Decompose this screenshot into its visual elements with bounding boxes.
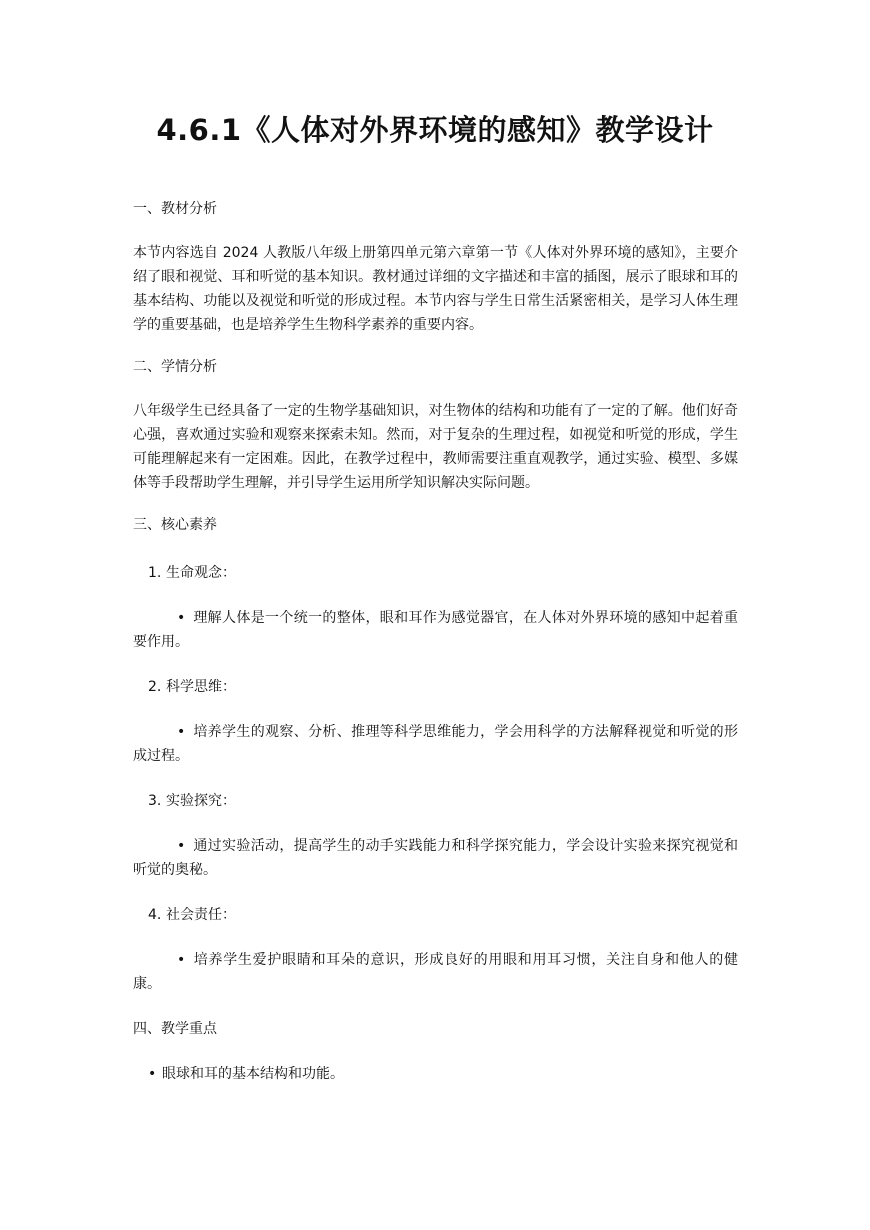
item-number: 3. [148,793,162,809]
bullet-icon: • [177,838,186,854]
item-number: 4. [148,907,162,923]
numbered-item [148,905,236,925]
numbered-item [148,563,236,583]
list-item [133,720,738,768]
item-text: 眼球和耳的基本结构和功能。 [162,1066,344,1082]
item-label: 实验探究： [166,793,236,809]
list-item [133,948,738,996]
bullet-icon: • [148,1066,157,1082]
section-body-learner-analysis: 八年级学生已经具备了一定的生物学基础知识，对生物体的结构和功能有了一定的了解。他们好奇心强，喜欢通过实验和观察来探索未知。然而，对于复杂的生理过程，如视觉和听觉的形成，学生可能理解起来有一定困难。因此，在教学过程中，教师需要注重直观教学，通过实验、模型、多媒体等手段帮助学生理解，并引导学生运用所学知识解决实际问题。 [133,403,738,491]
item-text: 通过实验活动，提高学生的动手实践能力和科学探究能力，学会设计实验来探究视觉和听觉的奥秘。 [133,838,738,878]
bullet-icon: • [177,724,186,740]
item-label: 社会责任： [166,907,236,923]
item-text: 培养学生的观察、分析、推理等科学思维能力，学会用科学的方法解释视觉和听觉的形成过程。 [133,724,738,764]
item-label: 科学思维： [166,679,236,695]
item-text: 理解人体是一个统一的整体，眼和耳作为感觉器官，在人体对外界环境的感知中起着重要作用。 [133,610,738,650]
numbered-item [148,791,236,811]
item-text: 培养学生爱护眼睛和耳朵的意识，形成良好的用眼和用耳习惯，关注自身和他人的健康。 [133,952,738,992]
list-item [148,1064,344,1084]
numbered-item [148,677,236,697]
section-heading-textbook-analysis: 一、教材分析 [133,201,217,217]
bullet-icon: • [177,610,186,626]
list-item [133,834,738,882]
section-heading-learner-analysis: 二、学情分析 [133,359,217,375]
item-number: 1. [148,565,162,581]
section-heading-teaching-focus: 四、教学重点 [133,1021,217,1037]
list-item [133,606,738,654]
section-heading-core-literacy: 三、核心素养 [133,517,217,533]
bullet-icon: • [177,952,186,968]
item-label: 生命观念： [166,565,236,581]
document-title: 4.6.1《人体对外界环境的感知》教学设计 [156,113,714,147]
item-number: 2. [148,679,162,695]
section-body-textbook-analysis: 本节内容选自 2024 人教版八年级上册第四单元第六章第一节《人体对外界环境的感知》，主要介绍了眼和视觉、耳和听觉的基本知识。教材通过详细的文字描述和丰富的插图，展示了眼球和耳的基本结构、功能以及视觉和听觉的形成过程。本节内容与学生日常生活紧密相关，是学习人体生理学的重要基础，也是培养学生生物科学素养的重要内容。 [133,245,738,333]
